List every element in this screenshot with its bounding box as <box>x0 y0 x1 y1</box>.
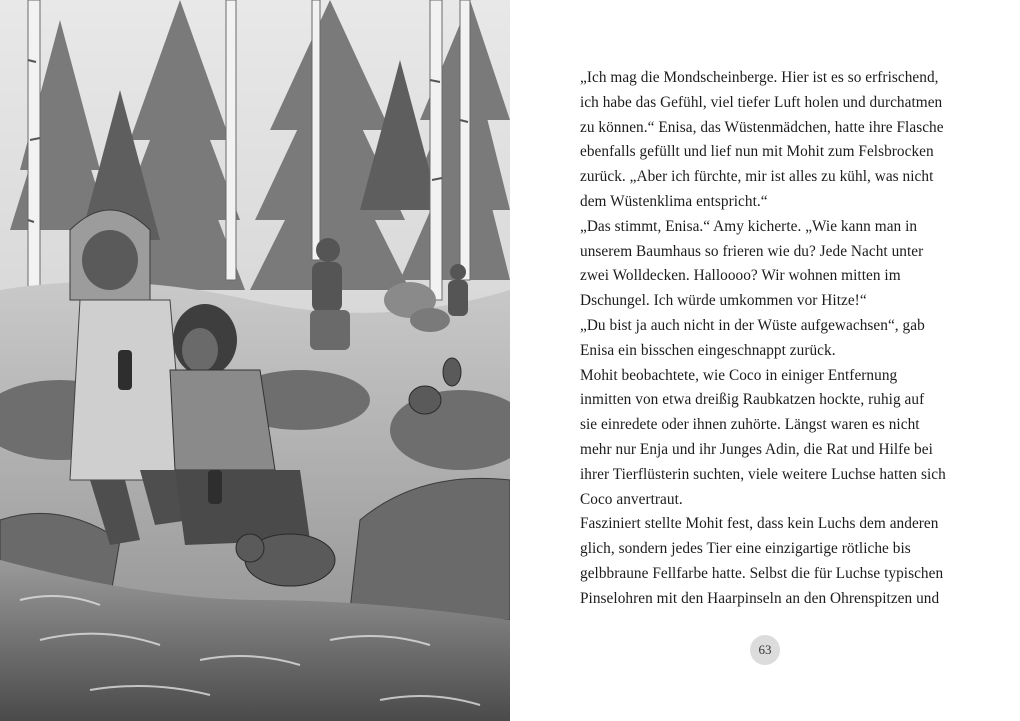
text-line: glich, sondern jedes Tier eine einzigartige rötliche bis <box>580 540 911 558</box>
text-line: Enisa ein bisschen eingeschnappt zurück. <box>580 341 836 359</box>
text-line: „Das stimmt, Enisa.“ Amy kicherte. „Wie kann man in <box>580 217 918 235</box>
body-text <box>580 66 1000 612</box>
text-line: Fasziniert stellte Mohit fest, dass kein Luchs dem anderen <box>580 515 939 533</box>
text-line: zwei Wolldecken. Halloooo? Wir wohnen mitten im <box>580 267 901 285</box>
text-line: zurück. „Aber ich fürchte, mir ist alles zu kühl, was nicht <box>580 168 934 186</box>
text-line: Dschungel. Ich würde umkommen vor Hitze!“ <box>580 292 867 310</box>
text-line: dem Wüstenklima entspricht.“ <box>580 192 768 210</box>
text-page <box>510 0 1020 721</box>
text-line: „Du bist ja auch nicht in der Wüste aufgewachsen“, gab <box>580 316 925 334</box>
text-line: unserem Baumhaus so frieren wie du? Jede Nacht unter <box>580 242 924 260</box>
text-line: ihrer Tierflüsterin suchten, viele weitere Luchse hatten sich <box>580 465 946 483</box>
text-line: Coco anvertraut. <box>580 490 683 508</box>
text-line: inmitten von etwa dreißig Raubkatzen hockte, ruhig auf <box>580 391 925 409</box>
text-line: sie einredete oder ihnen zuhörte. Längst waren es nicht <box>580 416 920 434</box>
text-line: „Ich mag die Mondscheinberge. Hier ist es so erfrischend, <box>580 69 939 86</box>
text-line: mehr nur Enja und ihr Junges Adin, die Rat und Hilfe bei <box>580 440 933 458</box>
text-line: Pinselohren mit den Haarpinseln an den Ohrenspitzen und <box>580 589 940 607</box>
text-line: gelbbraune Fellfarbe hatte. Selbst die für Luchse typischen <box>580 564 944 582</box>
text-line: Mohit beobachtete, wie Coco in einiger Entfernung <box>580 366 898 384</box>
text-line: ich habe das Gefühl, viel tiefer Luft holen und durchatmen <box>580 93 943 111</box>
text-line: zu können.“ Enisa, das Wüstenmädchen, hatte ihre Flasche <box>580 118 944 136</box>
text-line: ebenfalls gefüllt und lief nun mit Mohit zum Felsbrocken <box>580 143 934 161</box>
page-number: 63 <box>750 635 780 665</box>
